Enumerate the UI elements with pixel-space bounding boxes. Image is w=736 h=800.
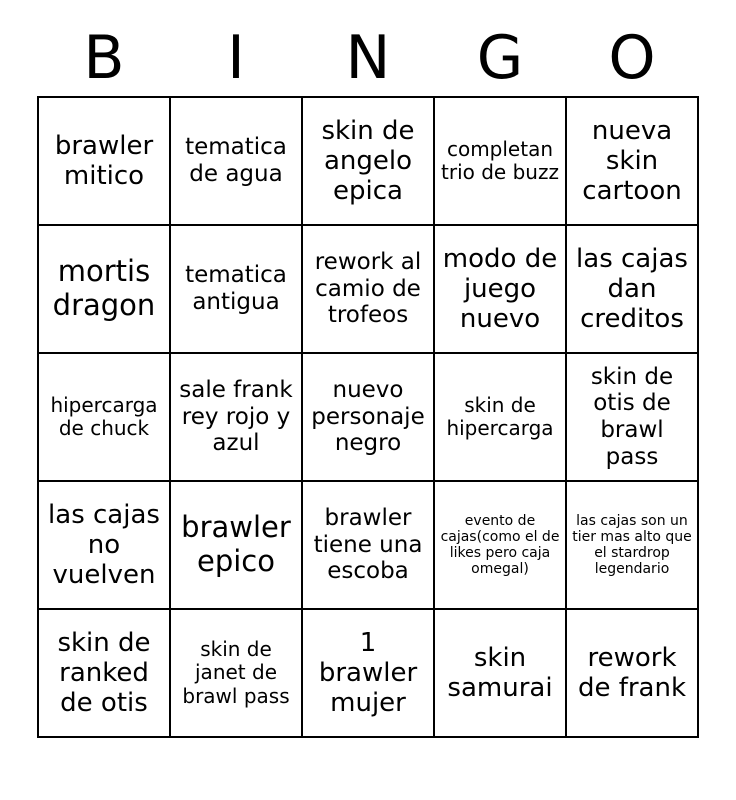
bingo-cell-label: brawler tiene una escoba [313, 504, 423, 585]
bingo-cell[interactable] [434, 609, 566, 737]
bingo-cell[interactable] [434, 225, 566, 353]
bingo-cell-label: hipercarga de chuck [50, 392, 158, 440]
bingo-cell-label: nuevo personaje negro [311, 376, 425, 457]
bingo-cell-label: sale frank rey rojo y azul [179, 376, 293, 457]
bingo-cell[interactable] [170, 97, 302, 225]
header-letter-i: I [227, 23, 245, 93]
bingo-cell[interactable] [38, 97, 170, 225]
bingo-cell-label: nueva skin cartoon [582, 115, 682, 207]
header-letter-n: N [345, 23, 391, 93]
bingo-cell[interactable] [302, 97, 434, 225]
bingo-cell-label: modo de juego nuevo [442, 243, 558, 335]
bingo-cell-label: evento de cajas(como el de likes pero caja omegal) [440, 512, 560, 578]
bingo-row [38, 225, 698, 353]
bingo-cell-label: las cajas no vuelven [48, 499, 160, 591]
bingo-row [38, 97, 698, 225]
bingo-cell-label: skin de janet de brawl pass [182, 637, 290, 708]
bingo-cell-label: skin de hipercarga [446, 392, 554, 440]
bingo-cell-label: completan trio de buzz [441, 136, 559, 184]
bingo-cell[interactable] [170, 353, 302, 481]
bingo-cell[interactable] [302, 609, 434, 737]
bingo-cell[interactable] [302, 353, 434, 481]
bingo-cell[interactable] [566, 97, 698, 225]
bingo-cell[interactable] [566, 353, 698, 481]
bingo-header [38, 23, 698, 93]
header-letter-g: G [476, 23, 524, 93]
bingo-cell[interactable] [38, 481, 170, 609]
bingo-cell-label: skin samurai [447, 642, 553, 703]
bingo-row [38, 353, 698, 481]
bingo-cell[interactable] [566, 225, 698, 353]
header-letter-o: O [608, 23, 656, 93]
bingo-grid [37, 96, 699, 738]
bingo-cell[interactable] [566, 481, 698, 609]
bingo-cell-label: brawler mitico [54, 130, 154, 191]
bingo-cell-label: mortis dragon [52, 254, 156, 322]
bingo-cell-label: skin de otis de brawl pass [590, 363, 674, 470]
bingo-cell[interactable] [434, 97, 566, 225]
bingo-cell-label: skin de angelo epica [321, 115, 415, 207]
bingo-cell[interactable] [170, 225, 302, 353]
bingo-cell[interactable] [302, 481, 434, 609]
bingo-cell-label: las cajas son un tier mas alto que el stardrop legendario [572, 512, 692, 578]
bingo-row [38, 481, 698, 609]
bingo-cell-label: tematica antigua [185, 262, 287, 315]
bingo-cell[interactable] [38, 609, 170, 737]
bingo-cell[interactable] [302, 225, 434, 353]
bingo-cell[interactable] [170, 481, 302, 609]
bingo-cell-label: las cajas dan creditos [576, 243, 688, 335]
bingo-cell[interactable] [566, 609, 698, 737]
bingo-cell-label: rework de frank [577, 642, 687, 703]
bingo-cell-label: skin de ranked de otis [57, 627, 151, 719]
bingo-cell[interactable] [170, 609, 302, 737]
bingo-cell-label: rework al camio de trofeos [314, 248, 422, 329]
bingo-cell[interactable] [434, 481, 566, 609]
bingo-cell[interactable] [38, 353, 170, 481]
bingo-cell-label: tematica de agua [185, 134, 287, 187]
bingo-cell-label: brawler epico [181, 510, 291, 578]
bingo-row [38, 609, 698, 737]
header-letter-b: B [83, 23, 125, 93]
bingo-cell-label: 1 brawler mujer [318, 627, 418, 719]
bingo-cell[interactable] [38, 225, 170, 353]
bingo-cell[interactable] [434, 353, 566, 481]
